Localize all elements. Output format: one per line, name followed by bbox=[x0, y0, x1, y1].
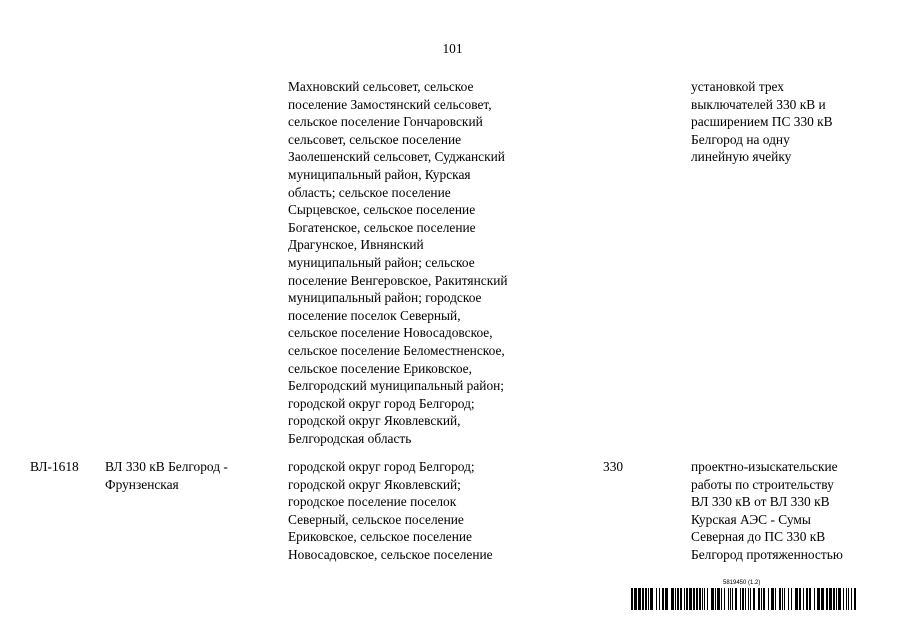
row-1-territory-cell bbox=[288, 78, 508, 447]
row-2-territory-cell-line: Новосадовское, сельское поселение bbox=[288, 546, 493, 562]
row-1-territory-cell-line: область; сельское поселение bbox=[288, 184, 451, 200]
row-2-territory-cell bbox=[288, 458, 493, 564]
row-1-territory-cell-line: Белгородский муниципальный район; bbox=[288, 378, 505, 394]
row-2-territory-cell-line: городской округ город Белгород; bbox=[288, 459, 475, 474]
row-2-work-description-cell-line: работы по строительству bbox=[691, 476, 834, 492]
row-2-work-description-cell bbox=[691, 458, 843, 564]
row-1-territory-cell-line: муниципальный район; городское bbox=[288, 290, 482, 306]
barcode-caption: 5819450 (1.2) bbox=[723, 580, 761, 586]
row-1-work-description-cell-line: расширением ПС 330 кВ bbox=[691, 114, 833, 130]
row-1-work-description-cell bbox=[691, 78, 833, 166]
page-number: 101 bbox=[442, 41, 463, 56]
document-barcode bbox=[631, 580, 858, 612]
row-2-territory-cell-line: Ериковское, сельское поселение bbox=[288, 529, 472, 545]
row-1-territory-cell-line: Богатенское, сельское поселение bbox=[288, 219, 476, 235]
row-1-territory-cell-line: поселение Венгеровское, Ракитянский bbox=[288, 272, 508, 288]
row-2-line-name-cell bbox=[105, 458, 228, 493]
row-2-work-description-cell-line: Курская АЭС - Сумы bbox=[691, 511, 811, 527]
row-2-line-name-cell-line: Фрунзенская bbox=[105, 476, 179, 492]
row-1-territory-cell-line: городской округ город Белгород; bbox=[288, 395, 475, 411]
row-1-territory-cell-line: Сырцевское, сельское поселение bbox=[288, 202, 476, 218]
row-2-work-description-cell-line: Северная до ПС 330 кВ bbox=[691, 529, 826, 545]
row-2-territory-cell-line: городское поселение поселок bbox=[288, 494, 457, 510]
row-2-voltage: 330 bbox=[603, 459, 624, 474]
row-1-territory-cell-line: городской округ Яковлевский, bbox=[288, 413, 461, 429]
row-1-work-description-cell-line: линейную ячейку bbox=[691, 149, 792, 165]
row-1-work-description-cell-line: Белгород на одну bbox=[691, 131, 790, 147]
row-1-territory-cell-line: Заолешенский сельсовет, Суджанский bbox=[288, 149, 505, 165]
row-2-line-code: ВЛ-1618 bbox=[30, 459, 79, 474]
row-1-work-description-cell-line: выключателей 330 кВ и bbox=[691, 96, 826, 112]
row-1-territory-cell-line: сельское поселение Ериковское, bbox=[288, 360, 472, 376]
row-2-work-description-cell-line: проектно-изыскательские bbox=[691, 459, 838, 474]
row-1-territory-cell-line: Махновский сельсовет, сельское bbox=[288, 79, 474, 94]
row-2-work-description-cell-line: Белгород протяженностью bbox=[691, 546, 843, 562]
row-1-work-description-cell-line: установкой трех bbox=[691, 79, 784, 94]
row-1-territory-cell-line: муниципальный район; сельское bbox=[288, 254, 475, 270]
row-2-line-name-cell-line: ВЛ 330 кВ Белгород - bbox=[105, 459, 228, 474]
row-2-territory-cell-line: городской округ Яковлевский; bbox=[288, 476, 461, 492]
row-1-territory-cell-line: сельское поселение Гончаровский bbox=[288, 114, 483, 130]
barcode-image bbox=[631, 588, 858, 610]
row-1-territory-cell-line: сельское поселение Беломестненское, bbox=[288, 342, 505, 358]
row-1-territory-cell-line: муниципальный район, Курская bbox=[288, 166, 471, 182]
row-1-territory-cell-line: поселение Замостянский сельсовет, bbox=[288, 96, 492, 112]
row-1-territory-cell-line: сельсовет, сельское поселение bbox=[288, 131, 462, 147]
row-1-territory-cell-line: поселение поселок Северный, bbox=[288, 307, 461, 323]
row-2-territory-cell-line: Северный, сельское поселение bbox=[288, 511, 464, 527]
row-1-territory-cell-line: сельское поселение Новосадовское, bbox=[288, 325, 493, 341]
row-1-territory-cell-line: Драгунское, Ивнянский bbox=[288, 237, 424, 253]
row-2-work-description-cell-line: ВЛ 330 кВ от ВЛ 330 кВ bbox=[691, 494, 830, 510]
row-1-territory-cell-line: Белгородская область bbox=[288, 430, 412, 446]
